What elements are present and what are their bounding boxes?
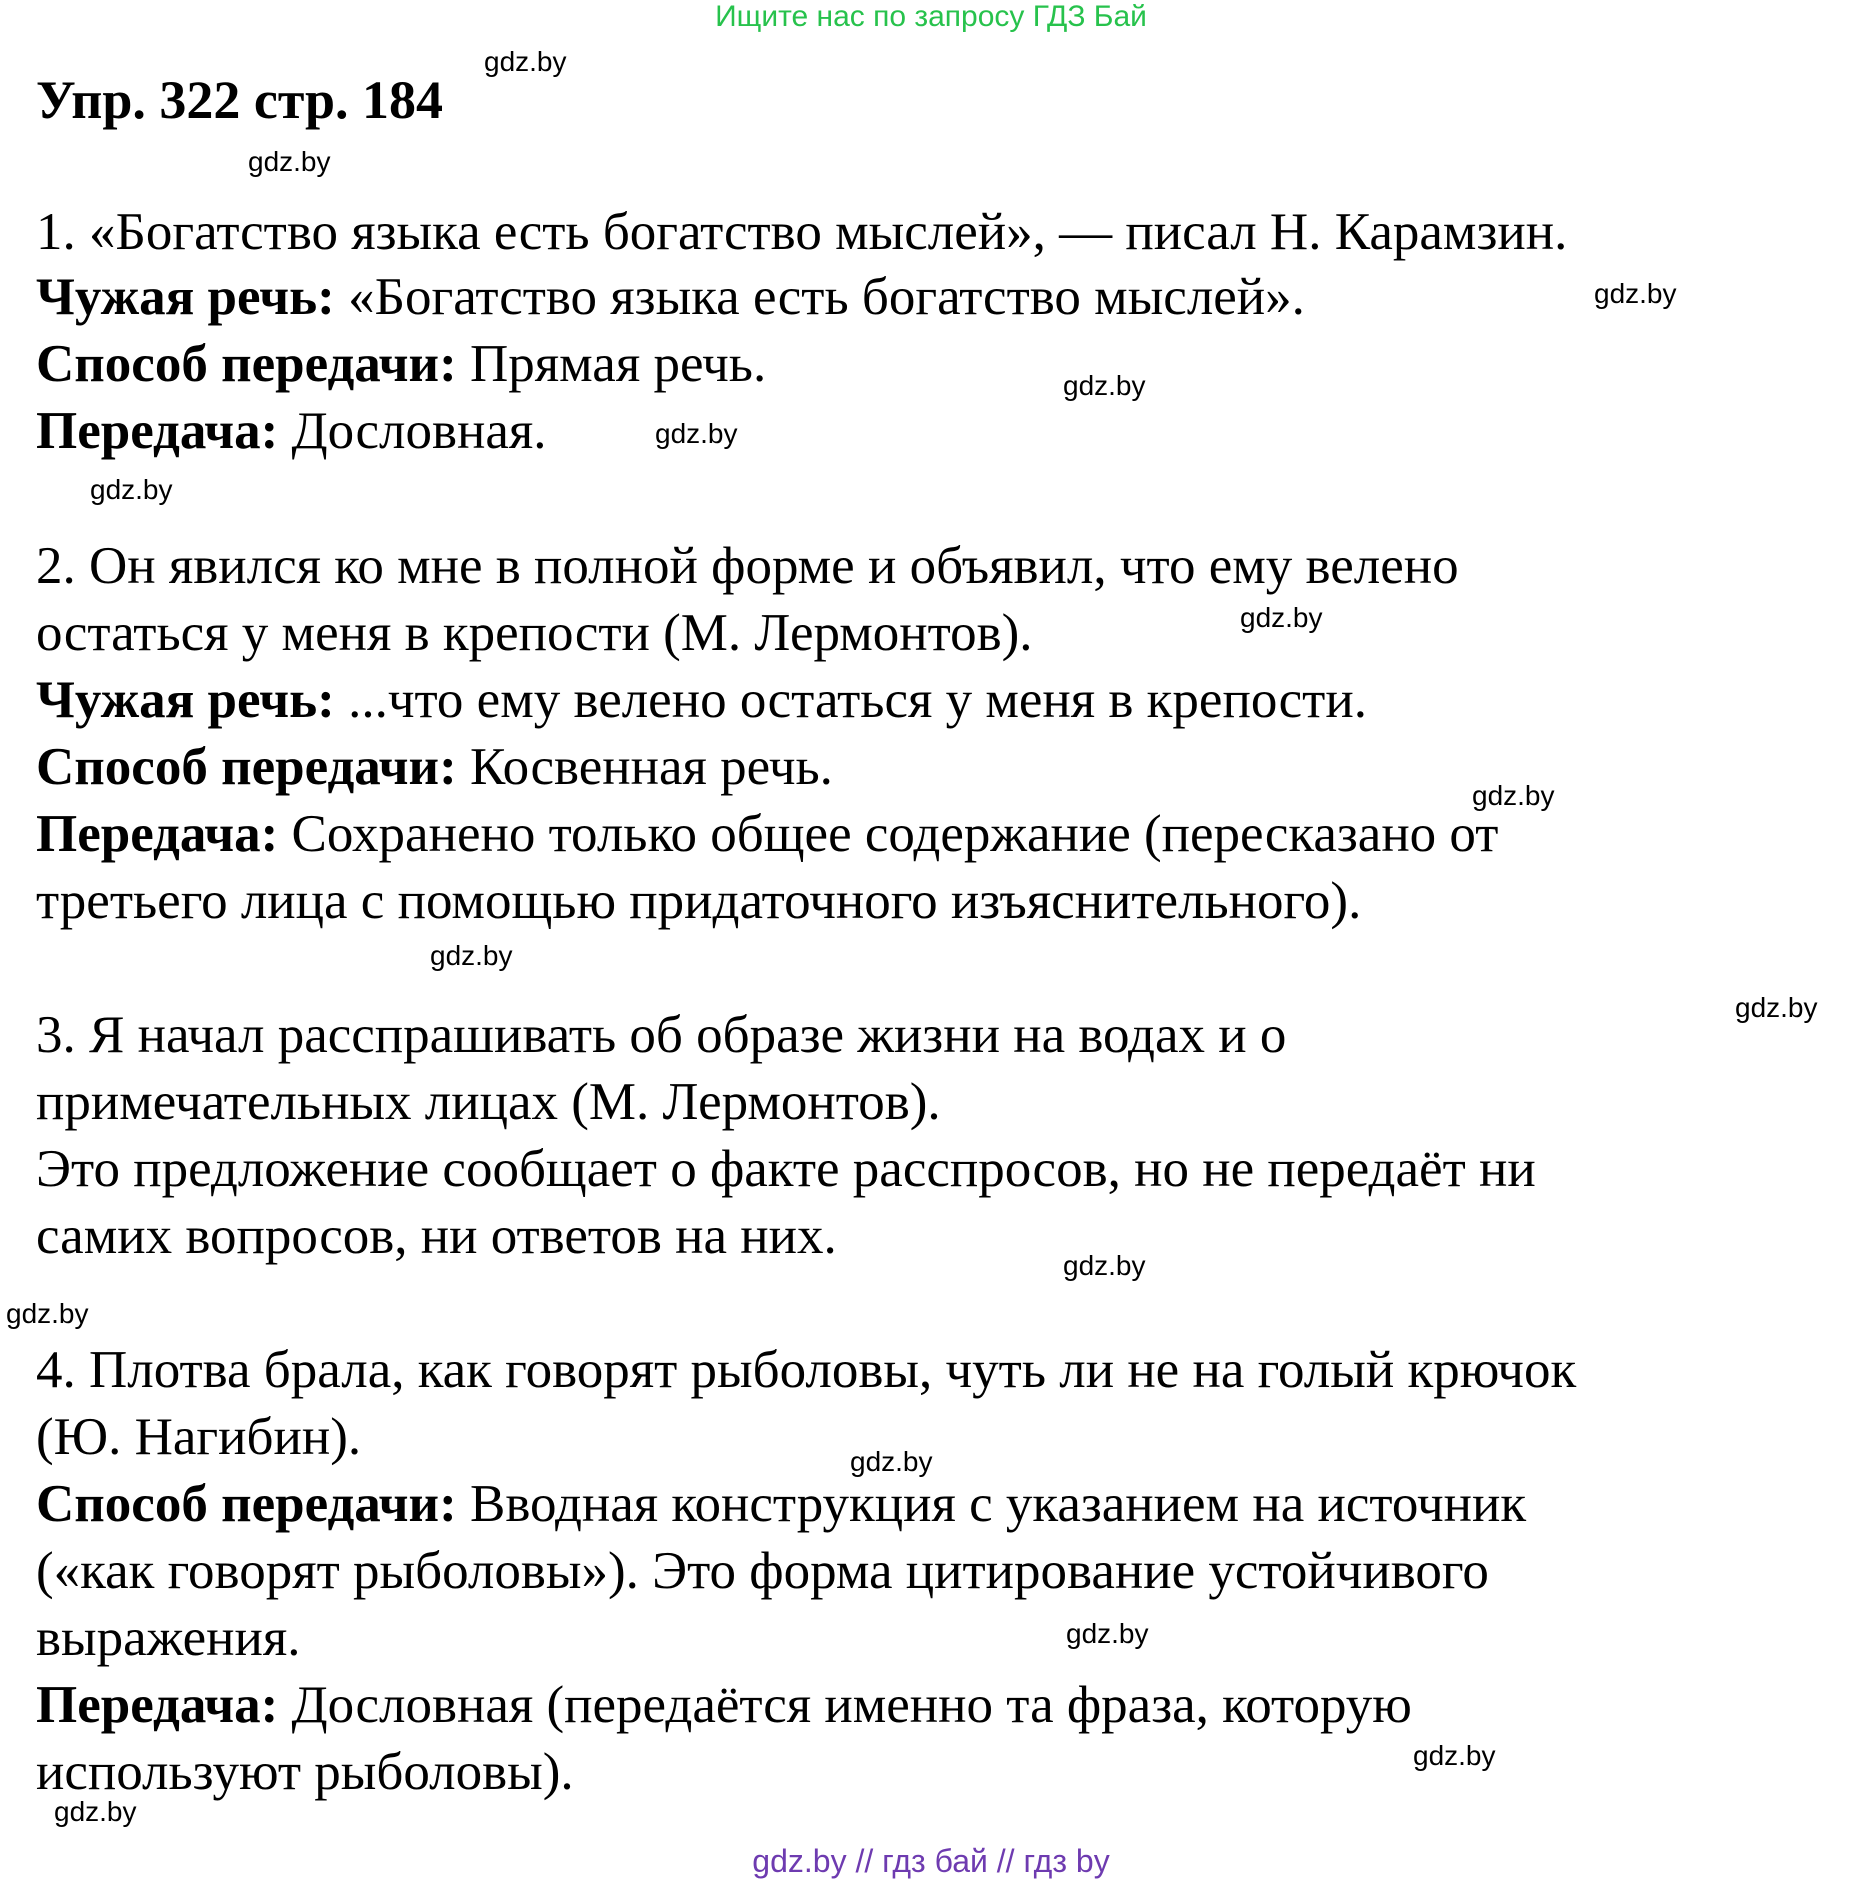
item-1-method-line: [36, 332, 766, 396]
item-2-method-line: [36, 735, 833, 799]
item-3-note-line-1: Это предложение сообщает о факте расспросов, но не передаёт ни: [36, 1140, 1536, 1198]
method-text: Косвенная речь.: [456, 738, 833, 796]
item-4-sentence-line-1: 4. Плотва брала, как говорят рыболовы, чуть ли не на голый крючок: [36, 1341, 1577, 1399]
method-label: Способ передачи:: [36, 738, 457, 796]
speech-text: ...что ему велено остаться у меня в крепости.: [334, 671, 1367, 729]
transfer-text: Сохранено только общее содержание (пересказано от: [278, 805, 1499, 863]
page-title: Упр. 322 стр. 184: [36, 70, 444, 130]
item-4-method-line-1: [36, 1472, 1526, 1536]
watermark: gdz.by: [1063, 370, 1146, 401]
watermark: gdz.by: [248, 146, 331, 177]
speech-text: «Богатство языка есть богатство мыслей».: [334, 268, 1305, 326]
watermark: gdz.by: [484, 46, 567, 77]
method-label: Способ передачи:: [36, 1475, 457, 1533]
watermark: gdz.by: [1413, 1740, 1496, 1771]
method-label: Способ передачи:: [36, 335, 457, 393]
item-2-transfer-line-2: третьего лица с помощью придаточного изъяснительного).: [36, 872, 1362, 930]
item-4-sentence-line-2: (Ю. Нагибин).: [36, 1408, 362, 1466]
item-4-transfer-line-2: используют рыболовы).: [36, 1743, 574, 1801]
watermark: gdz.by: [1063, 1250, 1146, 1281]
watermark: gdz.by: [1240, 602, 1323, 633]
footer-links: gdz.by // гдз бай // гдз by: [752, 1843, 1110, 1879]
watermark: gdz.by: [1472, 780, 1555, 811]
item-3-note-line-2: самих вопросов, ни ответов на них.: [36, 1207, 837, 1265]
watermark: gdz.by: [90, 474, 173, 505]
item-3-sentence-line-2: примечательных лицах (М. Лермонтов).: [36, 1073, 941, 1131]
item-4-method-line-3: выражения.: [36, 1609, 301, 1667]
watermark: gdz.by: [54, 1796, 137, 1827]
item-3-sentence-line-1: 3. Я начал расспрашивать об образе жизни на водах и о: [36, 1006, 1287, 1064]
transfer-text: Дословная (передаётся именно та фраза, которую: [278, 1676, 1412, 1734]
item-1-sentence: 1. «Богатство языка есть богатство мыслей», — писал Н. Карамзин.: [36, 203, 1568, 261]
item-1-speech-line: [36, 265, 1305, 329]
watermark: gdz.by: [1594, 278, 1677, 309]
item-1-transfer-line: [36, 399, 547, 463]
transfer-label: Передача:: [36, 1676, 279, 1734]
item-4-method-line-2: («как говорят рыболовы»). Это форма цитирование устойчивого: [36, 1542, 1489, 1600]
watermark: gdz.by: [850, 1446, 933, 1477]
transfer-text: Дословная.: [278, 402, 547, 460]
method-text: Вводная конструкция с указанием на источник: [456, 1475, 1527, 1533]
transfer-label: Передача:: [36, 805, 279, 863]
item-2-transfer-line-1: [36, 802, 1498, 866]
speech-label: Чужая речь:: [36, 268, 335, 326]
watermark: gdz.by: [1066, 1618, 1149, 1649]
watermark: gdz.by: [430, 940, 513, 971]
watermark: gdz.by: [655, 418, 738, 449]
search-hint-banner: Ищите нас по запросу ГДЗ Бай: [715, 0, 1147, 33]
item-2-sentence-line-2: остаться у меня в крепости (М. Лермонтов).: [36, 604, 1033, 662]
item-4-transfer-line-1: [36, 1673, 1412, 1737]
watermark: gdz.by: [1735, 992, 1818, 1023]
watermark: gdz.by: [6, 1298, 89, 1329]
item-2-sentence-line-1: 2. Он явился ко мне в полной форме и объявил, что ему велено: [36, 537, 1459, 595]
transfer-label: Передача:: [36, 402, 279, 460]
method-text: Прямая речь.: [456, 335, 767, 393]
item-2-speech-line: [36, 668, 1367, 732]
speech-label: Чужая речь:: [36, 671, 335, 729]
